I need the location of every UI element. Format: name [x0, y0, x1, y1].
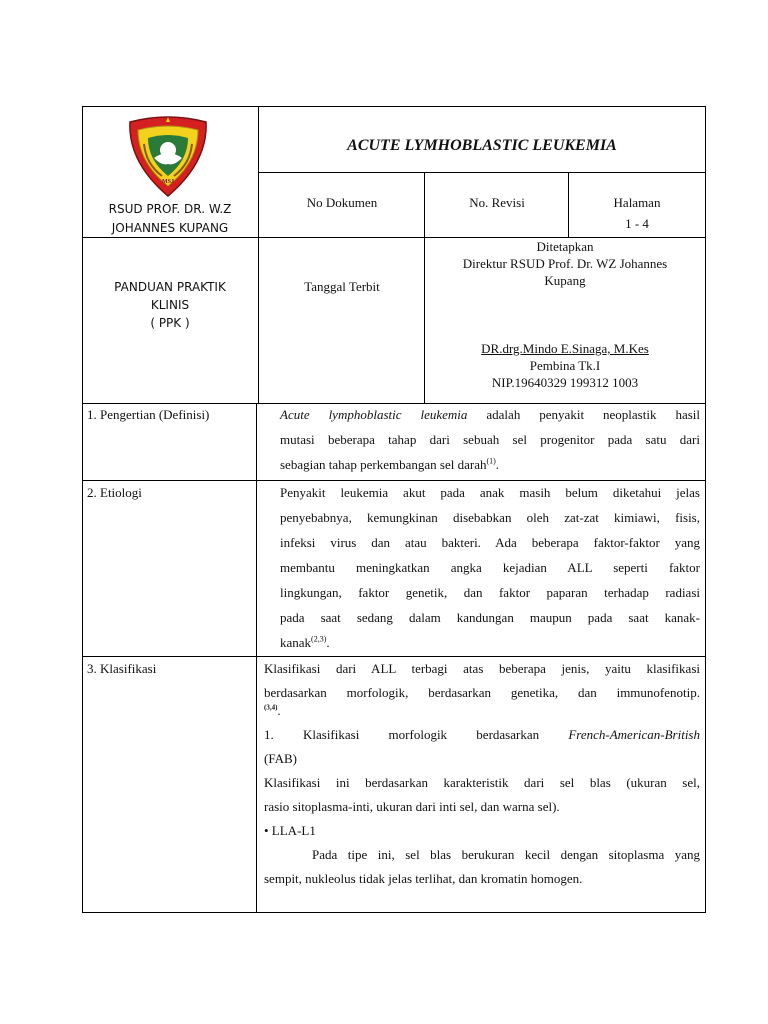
text-span: adalah penyakit neoplastik hasil	[486, 407, 700, 422]
column-divider	[256, 403, 257, 912]
disease-name: Acute lymphoblastic leukemia	[280, 407, 468, 422]
text-line: Penyakit leukemia akut pada anak masih belum diketahui jelas	[280, 485, 700, 500]
text-line: rasio sitoplasma-inti, ukuran dari inti sel, dan warna sel).	[264, 799, 560, 814]
text-line: (FAB)	[264, 751, 297, 766]
classification-name: French-American-British	[568, 727, 700, 742]
text-line: Klasifikasi dari ALL terbagi atas beberapa jenis, yaitu klasifikasi	[264, 661, 700, 676]
text-span: .	[495, 457, 500, 472]
panduan-line: PANDUAN PRAKTIK	[114, 280, 226, 294]
bullet-item: • LLA-L1	[264, 823, 316, 838]
column-divider	[258, 106, 259, 403]
panduan-praktik-klinis	[84, 278, 256, 332]
section-label-pengertian: 1. Pengertian (Definisi)	[87, 407, 210, 422]
document-title: ACUTE LYMHOBLASTIC LEUKEMIA	[347, 137, 617, 154]
reference: (2,3)	[311, 634, 327, 644]
text-line: infeksi virus dan atau bakteri. Ada beberapa faktor-faktor yang	[280, 535, 700, 550]
halaman-value: 1 - 4	[625, 216, 649, 231]
signatory-block	[426, 340, 704, 391]
tanggal-terbit-label: Tanggal Terbit	[304, 279, 380, 294]
no-dokumen-label: No Dokumen	[306, 195, 378, 210]
no-revisi-label: No. Revisi	[469, 195, 525, 210]
section-label-klasifikasi: 3. Klasifikasi	[87, 661, 157, 676]
direktur-line: Kupang	[544, 273, 586, 288]
halaman-label: Halaman	[613, 195, 661, 210]
text-line	[264, 723, 700, 747]
text-line: penyebabnya, kemungkinan disebabkan oleh zat-zat kimiawi, fisis,	[280, 510, 700, 525]
etiologi-text	[280, 480, 700, 655]
table-border-bottom	[82, 912, 706, 913]
text-line: Klasifikasi ini berdasarkan karakteristik dari sel blas (ukuran sel,	[264, 775, 700, 790]
signatory-rank: Pembina Tk.I	[529, 358, 601, 373]
signatory-name: DR.drg.Mindo E.Sinaga, M.Kes	[481, 341, 649, 356]
text-line	[280, 402, 700, 427]
hospital-name-line: JOHANNES KUPANG	[111, 221, 229, 235]
text-span: kanak	[280, 635, 312, 650]
text-line: pada saat sedang dalam kandungan maupun pada saat kanak-	[280, 610, 700, 625]
text-span: sebagian tahap perkembangan sel darah	[280, 457, 487, 472]
table-border-left	[82, 106, 83, 913]
text-line: mutasi beberapa tahap dari sebuah sel progenitor pada satu dari	[280, 432, 700, 447]
klasifikasi-text	[264, 657, 700, 891]
table-border-top	[82, 106, 706, 107]
panduan-line: ( PPK )	[150, 316, 190, 330]
text-line	[264, 705, 700, 719]
hospital-logo	[124, 114, 212, 198]
column-divider	[424, 172, 425, 403]
text-line: Pada tipe ini, sel blas berukuran kecil dengan sitoplasma yang	[312, 847, 700, 862]
direktur-line: Direktur RSUD Prof. Dr. WZ Johannes	[462, 256, 668, 271]
text-line	[280, 452, 700, 477]
signatory-nip: NIP.19640329 199312 1003	[491, 375, 639, 390]
ditetapkan-block	[426, 238, 704, 289]
text-line: berdasarkan morfologik, berdasarkan genetika, dan immunofenotip.	[264, 685, 700, 700]
hospital-name-line: RSUD PROF. DR. W.Z	[108, 202, 232, 216]
text-line: sempit, nukleolus tidak jelas terlihat, dan kromatin homogen.	[264, 871, 583, 886]
text-span: .	[326, 635, 330, 650]
logo-text: MSJ	[162, 179, 174, 185]
hospital-name	[84, 200, 256, 238]
ditetapkan-label: Ditetapkan	[536, 239, 594, 254]
text-line	[280, 630, 700, 655]
column-divider	[568, 172, 569, 238]
row-divider	[258, 172, 706, 173]
panduan-line: KLINIS	[150, 298, 190, 312]
table-border-right	[705, 106, 706, 913]
text-line: membantu meningkatkan angka kejadian ALL seperti faktor	[280, 560, 700, 575]
text-line: lingkungan, faktor genetik, dan faktor paparan terhadap radiasi	[280, 585, 700, 600]
text-span: 1. Klasifikasi morfologik berdasarkan	[264, 727, 540, 742]
reference: (3,4)	[264, 703, 278, 712]
pengertian-text	[280, 402, 700, 477]
reference: (1)	[486, 456, 496, 466]
section-label-etiologi: 2. Etiologi	[87, 485, 142, 500]
text-span: .	[277, 703, 281, 718]
